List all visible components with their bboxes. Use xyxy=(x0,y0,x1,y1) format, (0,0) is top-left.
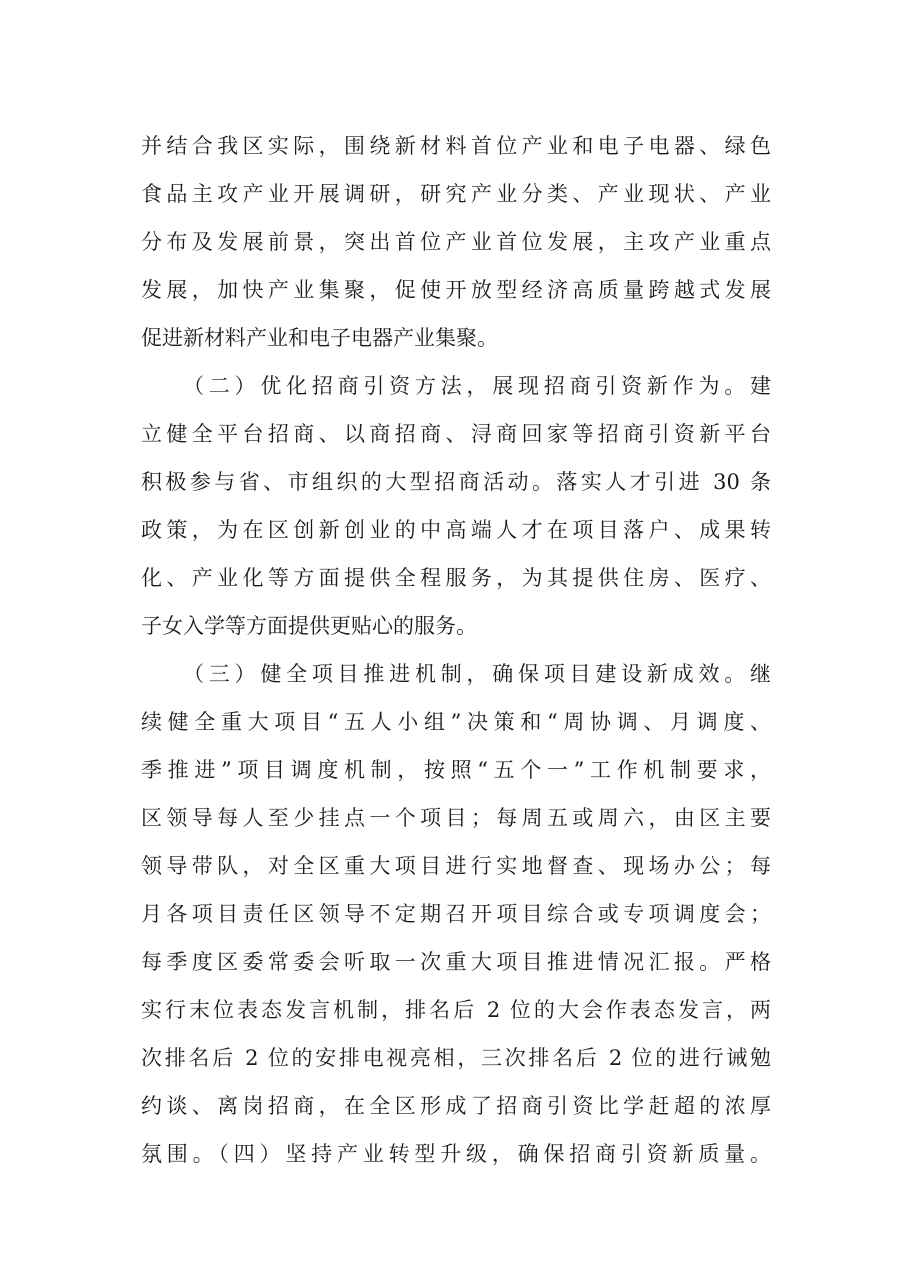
text-line: 立健全平台招商、以商招商、浔商回家等招商引资新平台 xyxy=(141,422,771,446)
text-line: 每季度区委常委会听取一次重大项目推进情况汇报。严格 xyxy=(141,950,771,974)
text-line: 实行末位表态发言机制，排名后 2 位的大会作表态发言，两 xyxy=(141,998,771,1022)
text-line: 区领导每人至少挂点一个项目；每周五或周六，由区主要 xyxy=(141,806,771,830)
text-line: （二）优化招商引资方法，展现招商引资新作为。建 xyxy=(183,374,771,398)
text-line: 分布及发展前景，突出首位产业首位发展，主攻产业重点 xyxy=(141,230,771,254)
text-line: 续健全重大项目“五人小组”决策和“周协调、月调度、 xyxy=(141,710,771,734)
text-line: 食品主攻产业开展调研，研究产业分类、产业现状、产业 xyxy=(141,182,771,206)
text-line: 发展，加快产业集聚，促使开放型经济高质量跨越式发展 xyxy=(141,278,771,302)
text-line: 政策，为在区创新创业的中高端人才在项目落户、成果转 xyxy=(141,518,771,542)
text-line: 月各项目责任区领导不定期召开项目综合或专项调度会； xyxy=(141,902,771,926)
text-line: 促进新材料产业和电子电器产业集聚。 xyxy=(141,326,498,350)
text-line: 氛围。（四）坚持产业转型升级，确保招商引资新质量。 xyxy=(141,1142,771,1166)
text-line: 约谈、离岗招商，在全区形成了招商引资比学赶超的浓厚 xyxy=(141,1094,771,1118)
text-line: 并结合我区实际，围绕新材料首位产业和电子电器、绿色 xyxy=(141,134,771,158)
text-line: 领导带队，对全区重大项目进行实地督查、现场办公；每 xyxy=(141,854,771,878)
text-line: 季推进”项目调度机制，按照“五个一”工作机制要求， xyxy=(141,758,771,782)
text-line: 子女入学等方面提供更贴心的服务。 xyxy=(141,614,477,638)
text-line: 化、产业化等方面提供全程服务，为其提供住房、医疗、 xyxy=(141,566,771,590)
text-line: 次排名后 2 位的安排电视亮相，三次排名后 2 位的进行诫勉 xyxy=(141,1046,771,1070)
body-text xyxy=(141,122,771,1178)
text-line: 积极参与省、市组织的大型招商活动。落实人才引进 30 条 xyxy=(141,470,771,494)
text-line: （三）健全项目推进机制，确保项目建设新成效。继 xyxy=(183,662,771,686)
